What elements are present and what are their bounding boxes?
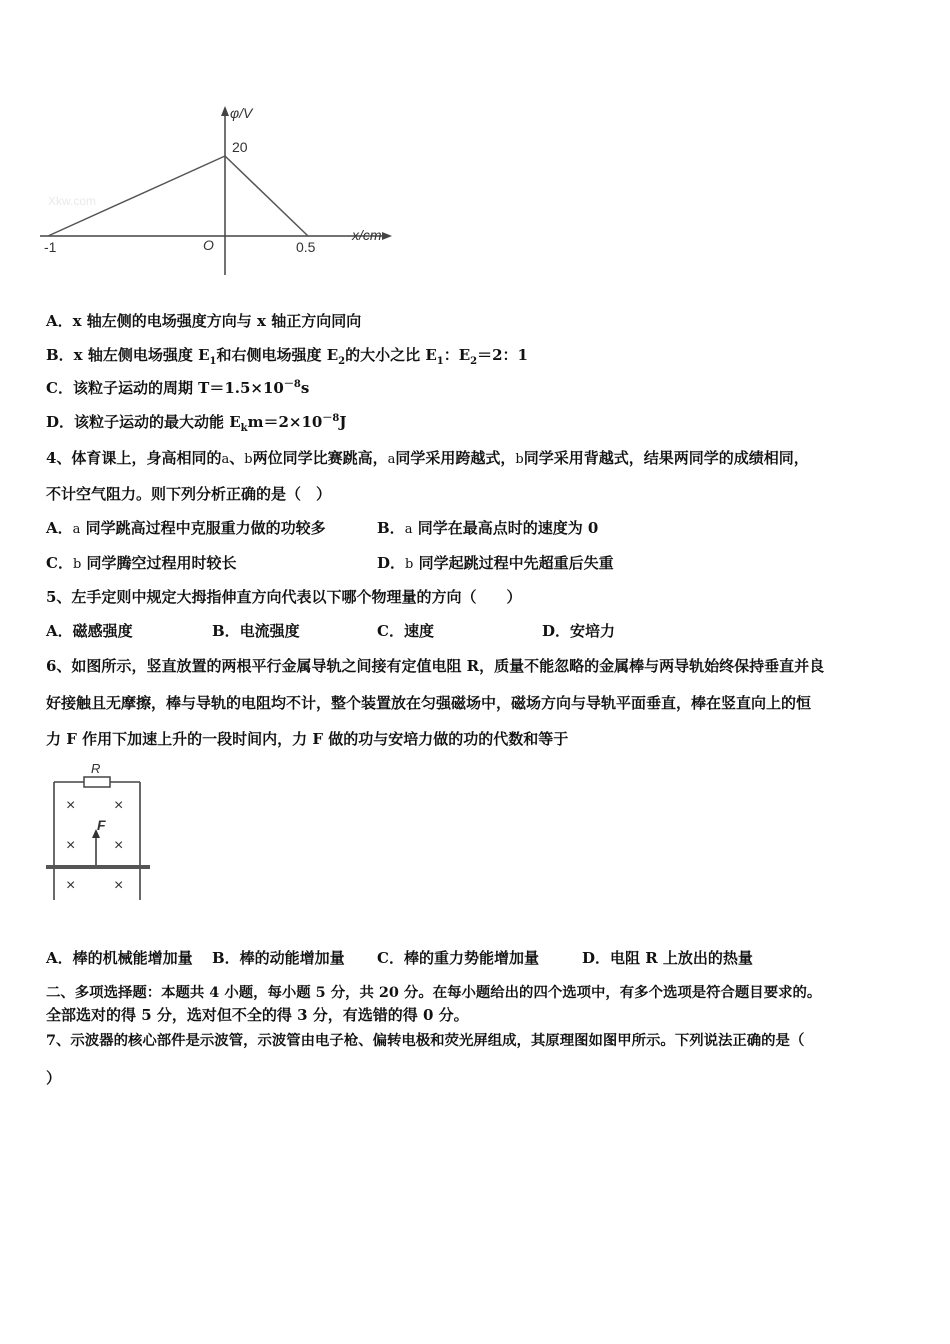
potential-line-right — [225, 156, 308, 236]
force-label: F — [97, 817, 106, 833]
q4-stem-line1: 4、体育课上，身高相同的a、b两位同学比赛跳高，a同学采用跨越式，b同学采用背越式，结果两同学的成绩相同， — [46, 449, 809, 467]
field-cross-2: × — [114, 797, 124, 814]
x-axis-label: x/cm — [352, 227, 382, 243]
resistor-label: R — [91, 761, 101, 776]
q6-option-b: B．棒的动能增加量 — [212, 949, 345, 967]
q3-option-d: D．该粒子运动的最大动能 $E_km=2\times 10^{-8}J$ — [46, 413, 347, 434]
q7-stem-line2: ） — [46, 1069, 62, 1087]
tick-peak: 20 — [232, 139, 248, 155]
q6-option-a: A．棒的机械能增加量 — [46, 949, 193, 967]
field-cross-3: × — [66, 837, 76, 854]
q5-stem: 5、左手定则中规定大拇指伸直方向代表以下哪个物理量的方向（ ） — [46, 588, 522, 606]
tick-origin: O — [203, 237, 214, 253]
q5-option-d: D．安培力 — [542, 622, 616, 640]
q3-option-b: B．x 轴左侧电场强度 $E_1$和右侧电场强度 $E_2$的大小之比 $E_1$：$E_2=2$：1 — [46, 346, 528, 367]
tick-right: 0.5 — [296, 239, 316, 255]
q6-stem-line1: 6、如图所示，竖直放置的两根平行金属导轨之间接有定值电阻 R，质量不能忽略的金属棒与两导轨始终保持垂直并良 — [46, 657, 825, 675]
q4-option-b: B．a 同学在最高点时的速度为 0 — [377, 519, 599, 537]
q7-stem-line1: 7、示波器的核心部件是示波管，示波管由电子枪、偏转电极和荧光屏组成，其原理图如图甲所示。下列说法正确的是（ — [46, 1032, 805, 1049]
q4-option-a: A．a 同学跳高过程中克服重力做的功较多 — [46, 519, 326, 537]
y-axis-arrow — [221, 106, 229, 116]
q6-stem-line2: 好接触且无摩擦，棒与导轨的电阻均不计，整个装置放在匀强磁场中，磁场方向与导轨平面垂直，棒在竖直向上的恒 — [46, 694, 812, 712]
tick-left: -1 — [44, 239, 57, 255]
q4-option-d: D．b 同学起跳过程中先超重后失重 — [377, 554, 614, 572]
y-axis-label: φ/V — [230, 105, 253, 121]
q6-option-c: C．棒的重力势能增加量 — [377, 949, 539, 967]
q5-option-c: C．速度 — [377, 622, 434, 640]
q3-option-c: C．该粒子运动的周期 $T=1.5\times 10^{-8}s$ — [46, 379, 310, 397]
q3-option-a: A．x 轴左侧的电场强度方向与 x 轴正方向同向 — [46, 312, 362, 330]
section2-line2: 全部选对的得 5 分，选对但不全的得 3 分，有选错的得 0 分。 — [46, 1006, 469, 1024]
q6-stem-line3: 力 F 作用下加速上升的一段时间内，力 F 做的功与安培力做的功的代数和等于 — [46, 730, 569, 748]
x-axis-arrow — [382, 232, 392, 240]
potential-graph — [40, 100, 410, 280]
q4-option-c: C．b 同学腾空过程用时较长 — [46, 554, 237, 572]
rail-circuit-figure — [44, 760, 156, 905]
q5-option-a: A．磁感强度 — [46, 622, 133, 640]
resistor — [84, 777, 110, 787]
q4-stem-line2: 不计空气阻力。则下列分析正确的是（ ） — [46, 485, 332, 503]
q5-option-b: B．电流强度 — [212, 622, 300, 640]
field-cross-6: × — [114, 877, 124, 894]
field-cross-5: × — [66, 877, 76, 894]
section2-line1: 二、多项选择题：本题共 4 小题，每小题 5 分，共 20 分。在每小题给出的四个选项中，有多个选项是符合题目要求的。 — [46, 984, 822, 1001]
watermark: Xkw.com — [48, 194, 97, 208]
q6-option-d: D．电阻 R 上放出的热量 — [582, 949, 753, 967]
field-cross-4: × — [114, 837, 124, 854]
metal-rod — [46, 865, 150, 869]
field-cross-1: × — [66, 797, 76, 814]
